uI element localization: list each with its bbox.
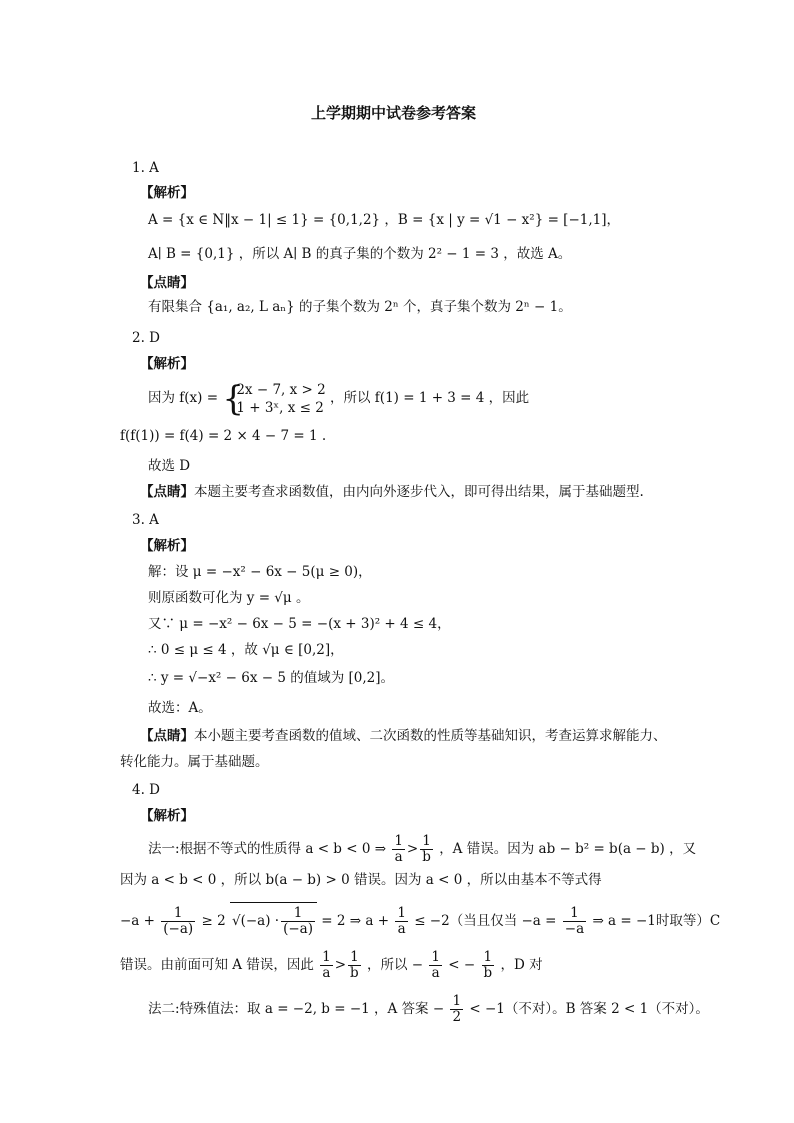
q4-gt-2: >: [334, 957, 347, 973]
q4-line4: [120, 948, 543, 982]
q4-frac-1-over-minus-a: $\frac{1}{-a}$: [564, 905, 585, 937]
q3-highlight-label: 【点睛】: [140, 728, 194, 744]
q4-l4a: 错误。由前面可知 A 错误，因此: [120, 957, 314, 973]
q4-method1-line1: [148, 832, 696, 866]
q4-l3e: ⇒ a = −1时取等）C: [592, 913, 721, 929]
q4-l3c: = 2 ⇒ a +: [321, 913, 390, 929]
q4-answer: 4. D: [132, 782, 160, 798]
q3-note2: 转化能力。属于基础题。: [120, 754, 269, 770]
q1-answer: 1. A: [132, 160, 159, 176]
q4-frac-b: $\frac{1}{b}$: [350, 949, 359, 981]
q3-note: [140, 726, 667, 746]
q4-l3d: ≤ −2（当且仅当 −a =: [414, 913, 557, 929]
q2-line2: f(f(1)) = f(4) = 2 × 4 − 7 = 1 .: [120, 428, 327, 444]
q4-method2-label: 法二:: [148, 1001, 180, 1017]
q4-analysis-label: 【解析】: [140, 808, 194, 824]
q2-note-text: 本题主要考查求函数值，由内向外逐步代入，即可得出结果，属于基础题型.: [194, 484, 644, 500]
q4-lt: < −: [448, 957, 476, 973]
q2-pre: 因为 f(x) =: [148, 390, 219, 406]
q2-case1: 2x − 7, x > 2: [236, 381, 326, 398]
q2-line3: 故选 D: [148, 458, 191, 474]
q4-frac-a-3: $\frac{1}{a}$: [431, 949, 440, 981]
q3-line1: 解：设 μ = −x² − 6x − 5(μ ≥ 0)，: [148, 564, 372, 580]
q4-frac-1-over-a-2: $\frac{1}{a}$: [397, 905, 406, 937]
q2-piecewise: [222, 378, 326, 419]
q4-frac-a: $\frac{1}{a}$: [322, 949, 331, 981]
q3-line2: 则原函数可化为 y = √μ 。: [148, 590, 310, 606]
q2-case2: 1 + 3ˣ, x ≤ 2: [236, 399, 324, 416]
q4-sqrt-expr: √(−a) · $\frac{1}{(-a)}$: [230, 902, 317, 939]
q2-highlight-label: 【点睛】: [140, 484, 194, 500]
q4-frac-1-over-a: $\frac{1}{a}$: [394, 833, 403, 865]
q1-line2: A∣ B = {0,1} ，所以 A∣ B 的真子集的个数为 2² − 1 = 3 ，故选 A。: [148, 246, 572, 262]
q3-answer: 3. A: [132, 512, 159, 528]
q2-note: [140, 482, 644, 502]
q3-line6: 故选：A。: [148, 700, 212, 716]
q4-l5b: < −1（不对）。B 答案 2 < 1（不对）。: [469, 1001, 709, 1017]
q4-line2: 因为 a < b < 0 ，所以 b(a − b) > 0 错误。因为 a < 0 ，所以由基本不等式得: [120, 872, 602, 888]
q1-line1: A = {x ∈ N‖x − 1| ≤ 1} = {0,1,2} ，B = {x | y = √1 − x²} = [−1,1]，: [148, 212, 620, 228]
q4-l4b: ，所以 −: [367, 957, 424, 973]
q4-m1a: 根据不等式的性质得 a < b < 0 ⇒: [179, 841, 387, 857]
q4-line3: [120, 902, 720, 939]
q2-analysis-label: 【解析】: [140, 356, 194, 372]
q3-line4: ∴ 0 ≤ μ ≤ 4 ，故 √μ ∈ [0,2]，: [148, 642, 344, 658]
q2-post: ，所以 f(1) = 1 + 3 = 4 ，因此: [330, 390, 530, 406]
q4-frac-1-over-neg-a: $\frac{1}{(-a)}$: [163, 905, 194, 937]
q4-l4d: ，D 对: [500, 957, 543, 973]
q4-m1b: ，A 错误。因为 ab − b² = b(a − b) ，又: [439, 841, 697, 857]
q3-line5: ∴ y = √−x² − 6x − 5 的值域为 [0,2]。: [148, 670, 395, 686]
brace-icon: {: [222, 378, 244, 419]
q4-method2-line: [148, 992, 709, 1026]
q4-frac-1-over-b: $\frac{1}{b}$: [422, 833, 431, 865]
q4-l3a: −a +: [120, 913, 155, 929]
q4-gt: >: [406, 841, 419, 857]
q2-answer: 2. D: [132, 330, 160, 346]
q4-l5a: 特殊值法：取 a = −2, b = −1 ，A 答案 −: [179, 1001, 445, 1017]
q4-frac-half: $\frac{1}{2}$: [452, 993, 462, 1025]
q1-line3: 有限集合 {a₁, a₂, L aₙ} 的子集个数为 2ⁿ 个，真子集个数为 2ⁿ − 1。: [148, 299, 572, 315]
q3-analysis-label: 【解析】: [140, 538, 194, 554]
q3-line3: 又∵ μ = −x² − 6x − 5 = −(x + 3)² + 4 ≤ 4，: [148, 616, 451, 632]
q4-frac-b-3: $\frac{1}{b}$: [483, 949, 493, 981]
q2-piecewise-line: [148, 378, 529, 418]
q3-note1: 本小题主要考查函数的值域、二次函数的性质等基础知识，考查运算求解能力、: [194, 728, 667, 744]
q1-highlight-label: 【点睛】: [140, 275, 194, 291]
q4-method1-label: 法一:: [148, 841, 180, 857]
q1-analysis-label: 【解析】: [140, 185, 194, 201]
page-title: 上学期期中试卷参考答案: [311, 104, 477, 122]
q4-l3b: ≥ 2: [201, 913, 226, 929]
